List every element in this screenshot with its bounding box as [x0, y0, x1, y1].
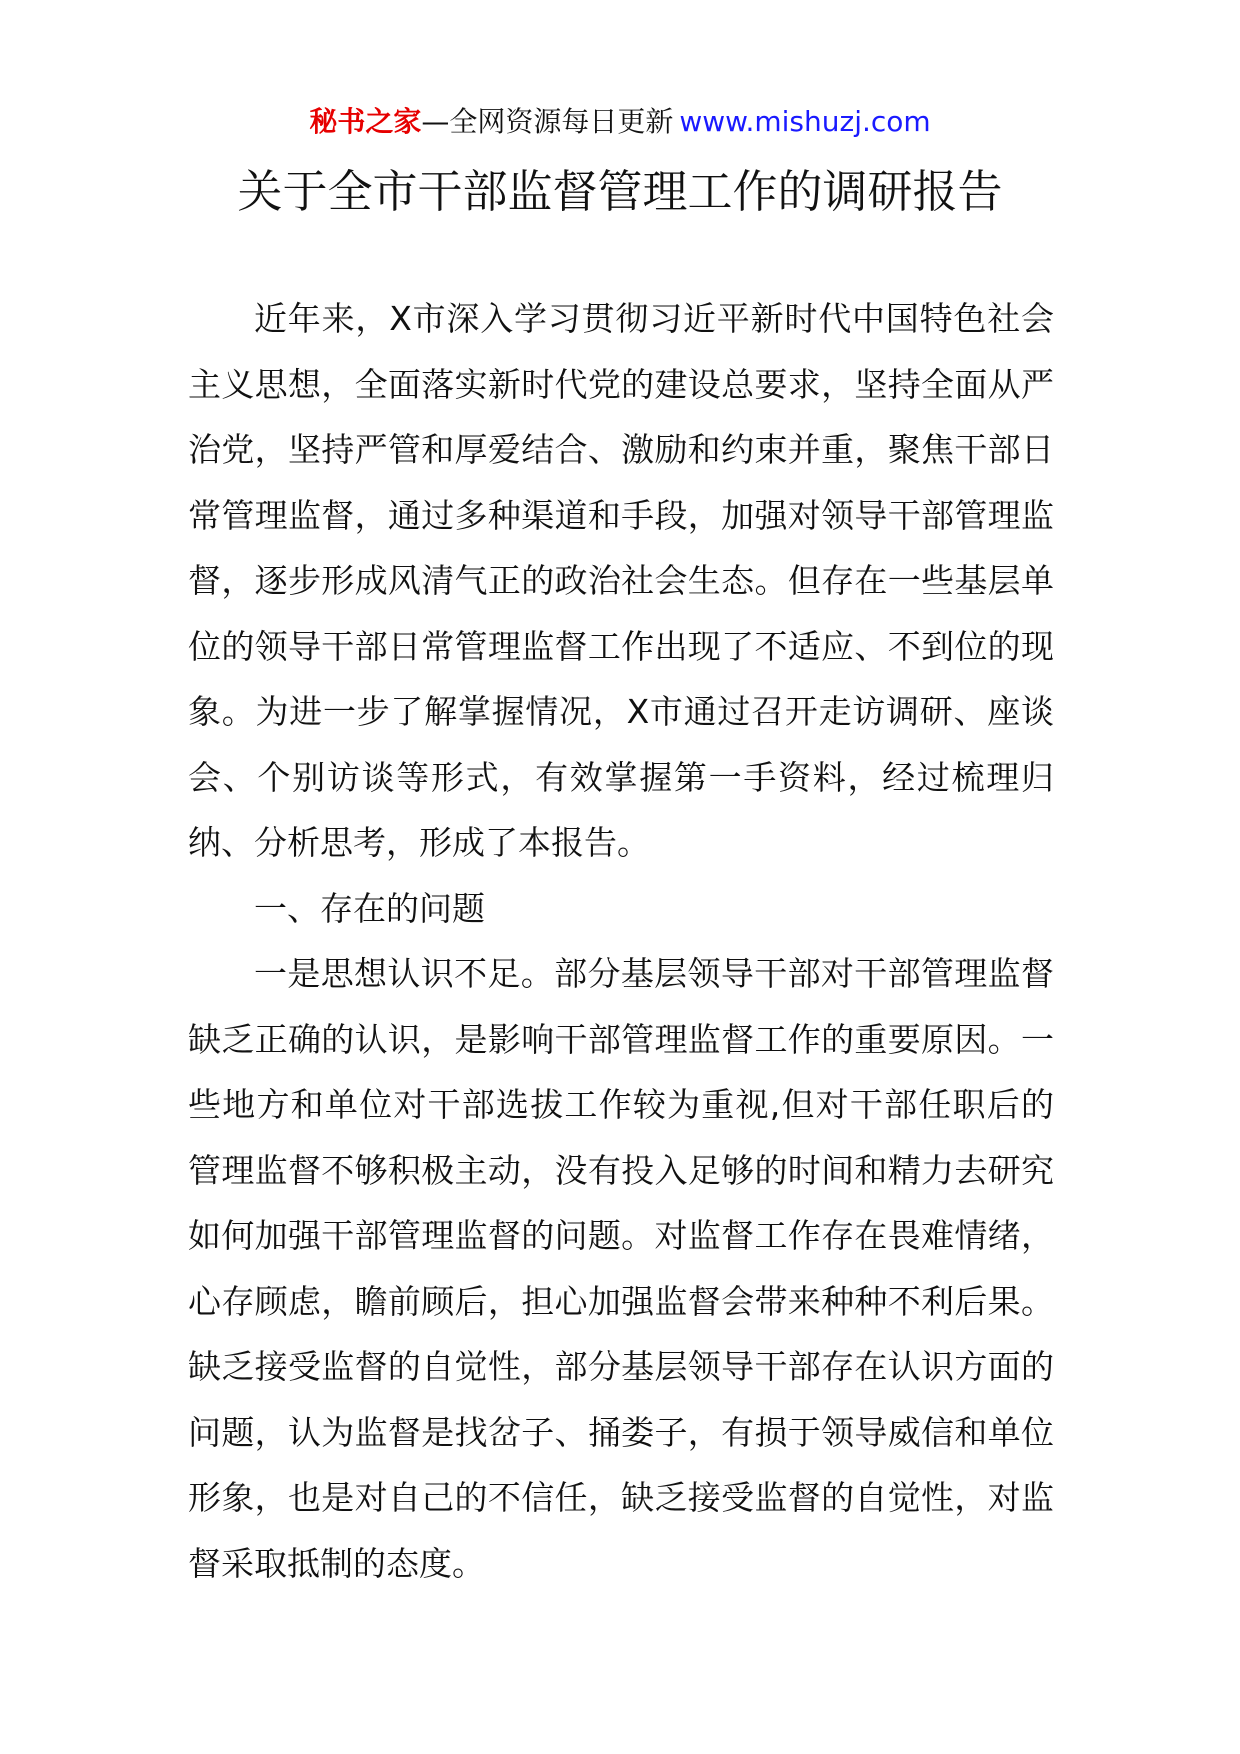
issue-paragraph: 一是思想认识不足。部分基层领导干部对干部管理监督缺乏正确的认识，是影响干部管理监督工作的重要原因。一些地方和单位对干部选拔工作较为重视,但对干部任职后的管理监督不够积极主动，没有投入足够的时间和精力去研究如何加强干部管理监督的问题。对监督工作存在畏难情绪，心存顾虑，瞻前顾后，担心加强监督会带来种种不利后果。缺乏接受监督的自觉性，部分基层领导干部存在认识方面的问题，认为监督是找岔子、捅娄子，有损于领导威信和单位形象，也是对自己的不信任，缺乏接受监督的自觉性，对监督采取抵制的态度。 — [188, 954, 1054, 1583]
site-header — [0, 102, 1240, 142]
document-title: 关于全市干部监督管理工作的调研报告 — [237, 165, 1003, 218]
section-heading: 一、存在的问题 — [254, 888, 485, 928]
site-url-link[interactable]: www.mishuzj.com — [679, 105, 931, 138]
brand-name: 秘书之家 — [309, 105, 422, 138]
intro-paragraph: 近年来，X市深入学习贯彻习近平新时代中国特色社会主义思想，全面落实新时代党的建设总要求，坚持全面从严治党，坚持严管和厚爱结合、激励和约束并重，聚焦干部日常管理监督，通过多种渠道和手段，加强对领导干部管理监督，逐步形成风清气正的政治社会生态。但存在一些基层单位的领导干部日常管理监督工作出现了不适应、不到位的现象。为进一步了解掌握情况，X市通过召开走访调研、座谈会、个别访谈等形式，有效掌握第一手资料，经过梳理归纳、分析思考，形成了本报告。 — [188, 299, 1054, 862]
site-tagline: —全网资源每日更新 — [421, 105, 674, 138]
document-body — [188, 286, 1054, 1596]
